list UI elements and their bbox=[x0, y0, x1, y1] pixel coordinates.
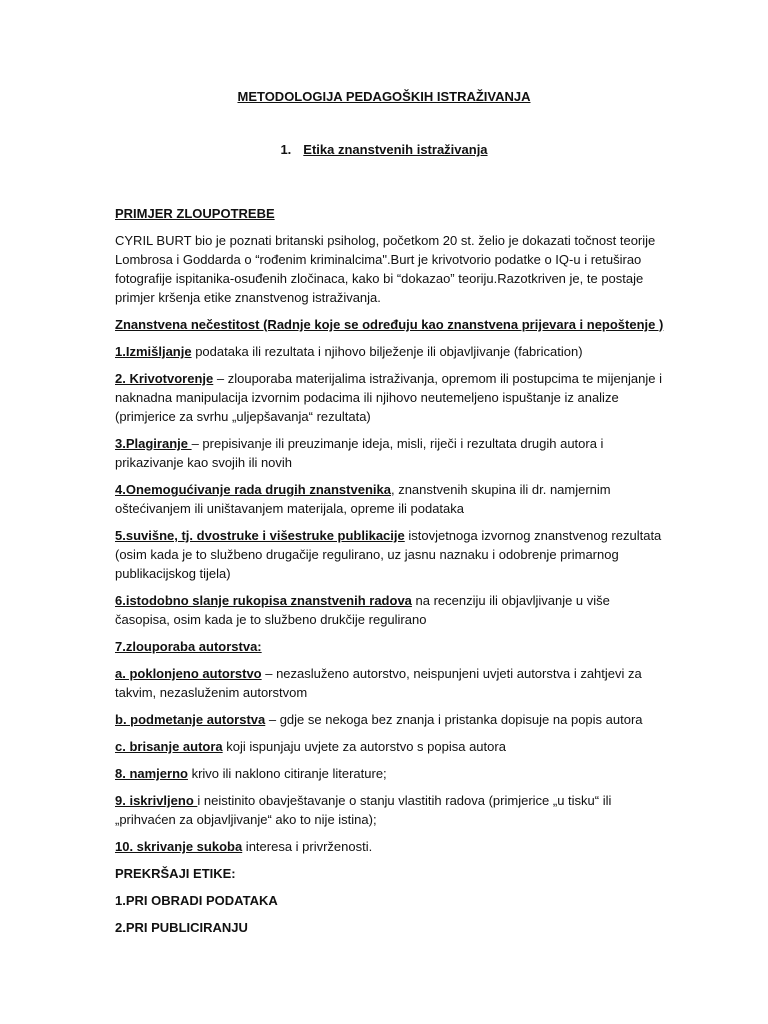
item-term: 9. iskrivljeno bbox=[115, 793, 198, 808]
item-text: interesa i privrženosti. bbox=[242, 839, 373, 854]
item-term: 6.istodobno slanje rukopisa znanstvenih radova bbox=[115, 593, 412, 608]
item-term: 1.Izmišljanje bbox=[115, 344, 192, 359]
document-title: METODOLOGIJA PEDAGOŠKIH ISTRAŽIVANJA bbox=[237, 89, 531, 104]
item-term: 7.zlouporaba autorstva: bbox=[115, 639, 262, 654]
item-term: 4.Onemogućivanje rada drugih znanstvenika bbox=[115, 482, 391, 497]
item-term: b. podmetanje autorstva bbox=[115, 712, 266, 727]
list-item bbox=[115, 637, 665, 656]
list-item bbox=[115, 737, 665, 756]
list-item bbox=[115, 710, 665, 729]
section-heading bbox=[0, 140, 768, 159]
item-term: 10. skrivanje sukoba bbox=[115, 839, 243, 854]
list-item bbox=[115, 791, 665, 829]
list-item bbox=[115, 591, 665, 629]
section-number: 1. bbox=[280, 142, 292, 157]
item-text: – zlouporaba materijalima istraživanja, opremom ili postupcima te mijenjanje i naknadna manipulacija izvornim podacima ili njihovo neutemeljeno ispuštanje iz analize (primjerice za svrhu „uljepšavanja“ rezultata) bbox=[115, 371, 662, 424]
item-text: , znanstvenih skupina ili dr. namjernim oštećivanjem ili uništavanjem materijala, opreme ili podataka bbox=[115, 482, 611, 516]
item-text: – gdje se nekoga bez znanja i pristanka dopisuje na popis autora bbox=[265, 712, 643, 727]
list-item bbox=[115, 480, 665, 518]
item-text: i neistinito obavještavanje o stanju vlastitih radova (primjerice „u tisku“ ili „prihvaćen za objavljivanje“ ako to nije istina); bbox=[115, 793, 612, 827]
item-text: koji ispunjaju uvjete za autorstvo s popisa autora bbox=[222, 739, 506, 754]
item-text: – prepisivanje ili preuzimanje ideja, misli, riječi i rezultata drugih autora i prikazivanje kao svojih ili novih bbox=[115, 436, 604, 470]
item-text: istovjetnoga izvornog znanstvenog rezultata (osim kada je to službeno drugačije regulirano, uz jasnu naznaku i odobrenje primarnog publikacijskog tijela) bbox=[115, 528, 662, 581]
ethics-heading: PREKRŠAJI ETIKE: bbox=[115, 866, 236, 881]
example-heading: PRIMJER ZLOUPOTREBE bbox=[115, 206, 275, 221]
list-item bbox=[115, 837, 665, 856]
item-term: 3.Plagiranje bbox=[115, 436, 192, 451]
item-text: – nezasluženo autorstvo, neispunjeni uvjeti autorstva i zahtjevi za takvim, nezasluženim autorstvom bbox=[115, 666, 642, 700]
document-body bbox=[115, 204, 665, 945]
item-term: c. brisanje autora bbox=[115, 739, 223, 754]
ethics-item: 2.PRI PUBLICIRANJU bbox=[115, 920, 248, 935]
item-term: 8. namjerno bbox=[115, 766, 188, 781]
list-item bbox=[115, 764, 665, 783]
list-item bbox=[115, 369, 665, 426]
ethics-item: 1.PRI OBRADI PODATAKA bbox=[115, 893, 278, 908]
example-paragraph: CYRIL BURT bio je poznati britanski psiholog, početkom 20 st. želio je dokazati točnost teorije Lombrosa i Goddarda o “rođenim kriminalcima".Burt je krivotvorio podatke o IQ-u i retuširao fotografije ispitanika-osuđenih zločinaca, kako bi “dokazao” teoriju.Razotkriven je, te postaje primjer kršenja etike znanstvenog istraživanja. bbox=[115, 233, 656, 305]
list-item bbox=[115, 342, 665, 361]
item-term: a. poklonjeno autorstvo bbox=[115, 666, 262, 681]
list-item bbox=[115, 664, 665, 702]
item-term: 2. Krivotvorenje bbox=[115, 371, 214, 386]
item-term: 5.suvišne, tj. dvostruke i višestruke publikacije bbox=[115, 528, 405, 543]
list-item bbox=[115, 526, 665, 583]
dishonesty-heading: Znanstvena nečestitost (Radnje koje se određuju kao znanstvena prijevara i nepoštenje ) bbox=[115, 317, 664, 332]
item-text: podataka ili rezultata i njihovo bilježenje ili objavljivanje (fabrication) bbox=[191, 344, 583, 359]
list-item bbox=[115, 434, 665, 472]
item-text: na recenziju ili objavljivanje u više časopisa, osim kada je to službeno drukčije regulirano bbox=[115, 593, 610, 627]
section-title: Etika znanstvenih istraživanja bbox=[303, 142, 488, 157]
item-text: krivo ili naklono citiranje literature; bbox=[187, 766, 387, 781]
